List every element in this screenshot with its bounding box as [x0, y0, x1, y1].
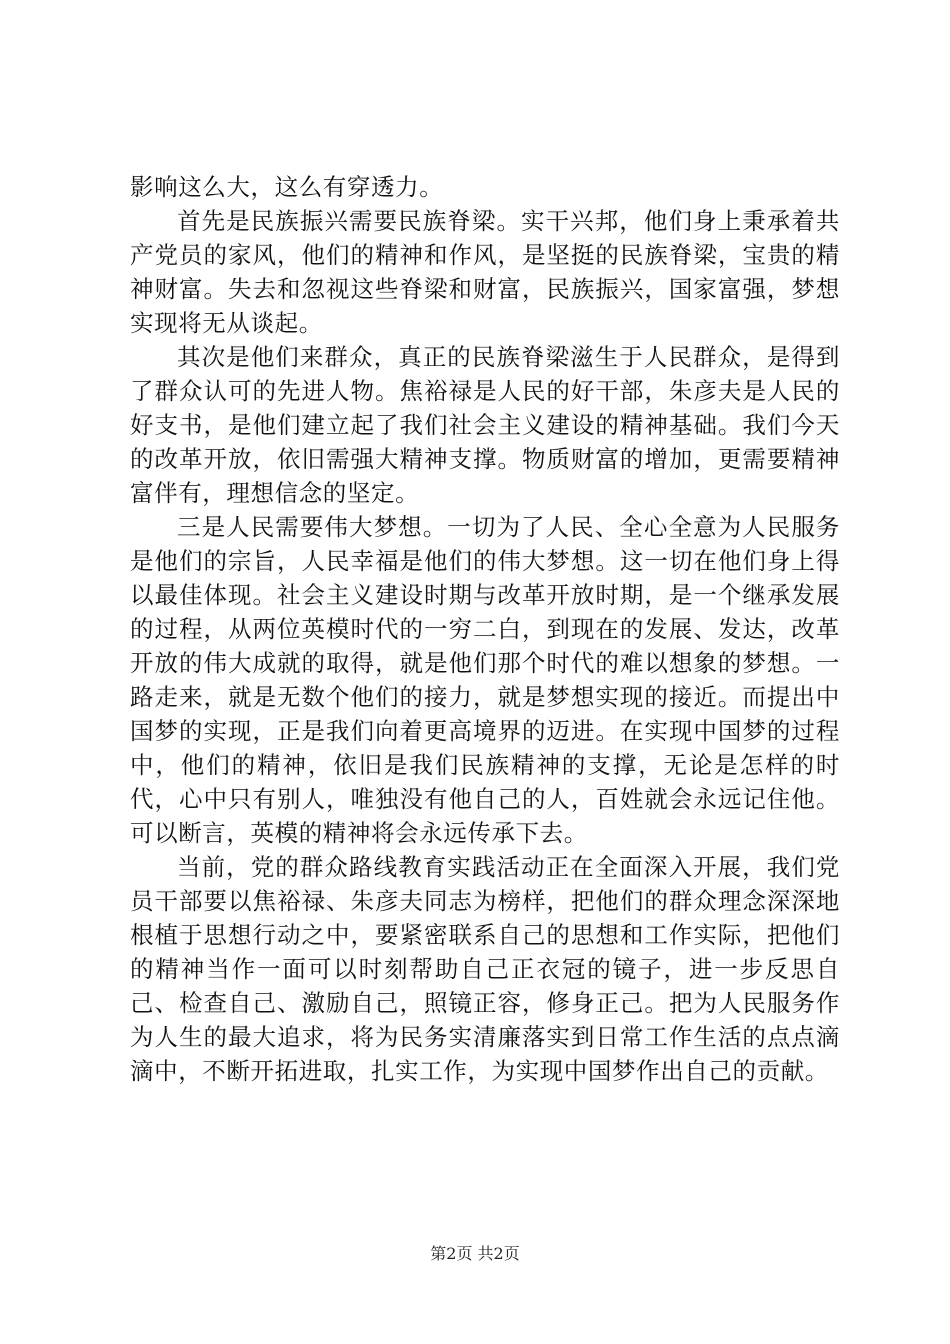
paragraph-5: 当前，党的群众路线教育实践活动正在全面深入开展，我们党员干部要以焦裕禄、朱彦夫同志为榜样，把他们的群众理念深深地根植于思想行动之中，要紧密联系自己的思想和工作实际，把他们的精神当作一面可以时刻帮助自己正衣冠的镜子，进一步反思自己、检查自己、激励自己，照镜正容，修身正己。把为人民服务作为人生的最大追求，将为民务实清廉落实到日常工作生活的点点滴滴中，不断开拓进取，扎实工作，为实现中国梦作出自己的贡献。 — [130, 853, 840, 1085]
paragraph-2: 首先是民族振兴需要民族脊梁。实干兴邦，他们身上秉承着共产党员的家风，他们的精神和作风，是坚挺的民族脊梁，宝贵的精神财富。失去和忽视这些脊梁和财富，民族振兴，国家富强，梦想实现将无从谈起。 — [130, 207, 840, 337]
paragraph-3: 其次是他们来群众，真正的民族脊梁滋生于人民群众，是得到了群众认可的先进人物。焦裕禄是人民的好干部，朱彦夫是人民的好支书，是他们建立起了我们社会主义建设的精神基础。我们今天的改革开放，依旧需强大精神支撑。物质财富的增加，更需要精神富伴有，理想信念的坚定。 — [130, 343, 840, 507]
paragraph-1: 影响这么大，这么有穿透力。 — [130, 173, 444, 201]
page-footer — [0, 1242, 950, 1266]
paragraph-4: 三是人民需要伟大梦想。一切为了人民、全心全意为人民服务是他们的宗旨，人民幸福是他们的伟大梦想。这一切在他们身上得以最佳体现。社会主义建设时期与改革开放时期，是一个继承发展的过程，从两位英模时代的一穷二白，到现在的发展、发达，改革开放的伟大成就的取得，就是他们那个时代的难以想象的梦想。一路走来，就是无数个他们的接力，就是梦想实现的接近。而提出中国梦的实现，正是我们向着更高境界的迈进。在实现中国梦的过程中，他们的精神，依旧是我们民族精神的支撑，无论是怎样的时代，心中只有别人，唯独没有他自己的人，百姓就会永远记住他。可以断言，英模的精神将会永远传承下去。 — [130, 513, 840, 847]
document-body — [130, 170, 840, 1088]
page-number-label: 第2页 共2页 — [430, 1244, 520, 1263]
